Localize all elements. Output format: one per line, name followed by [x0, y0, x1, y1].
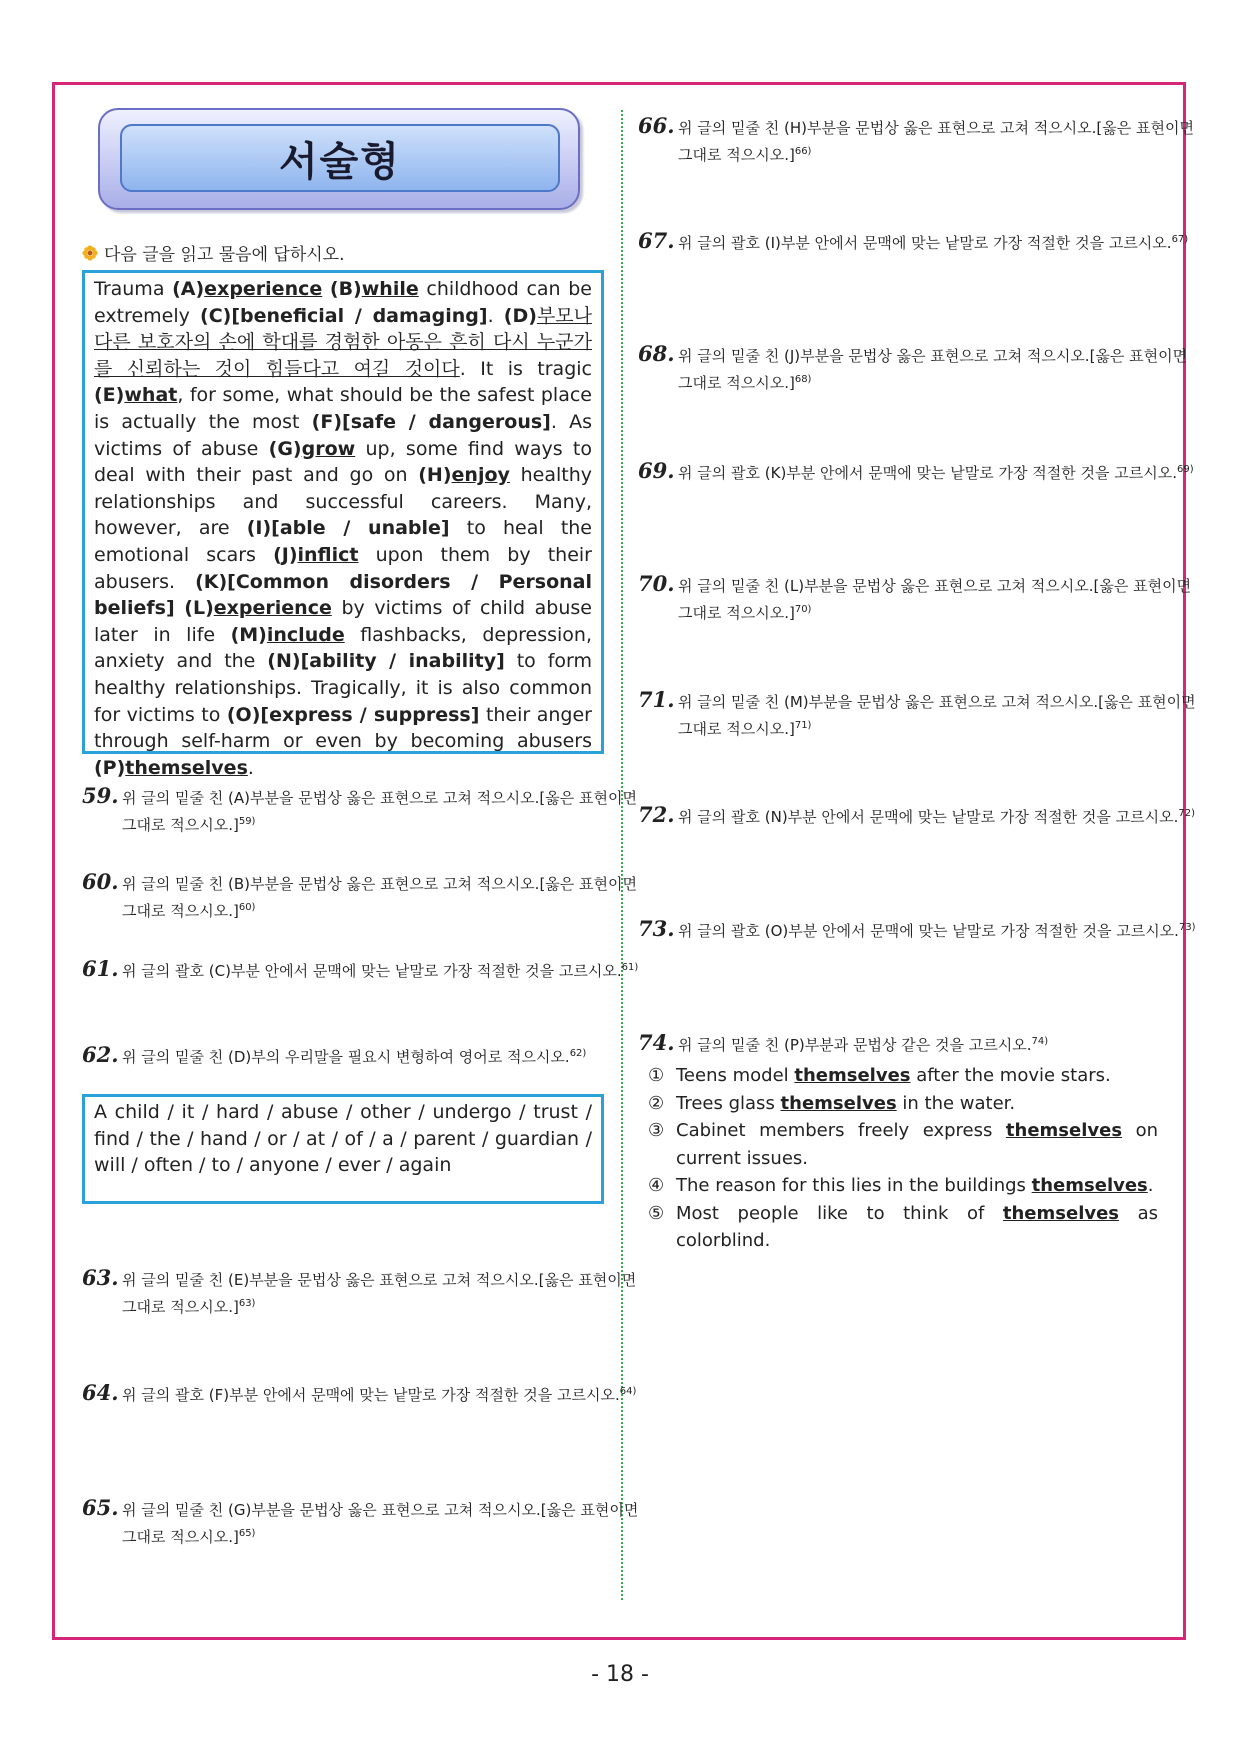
flower-icon [82, 245, 98, 261]
question-65: 65. 위 글의 밑줄 친 (G)부분을 문법상 옳은 표현으로 고쳐 적으시오.[옳은 표현이면 그대로 적으시오.]$^{65)}$ [82, 1495, 639, 1546]
question-68: 68. 위 글의 밑줄 친 (J)부분을 문법상 옳은 표현으로 고쳐 적으시오.[옳은 표현이면 그대로 적으시오.]$^{68)}$ [638, 341, 1188, 392]
question-59: 59. 위 글의 밑줄 친 (A)부분을 문법상 옳은 표현으로 고쳐 적으시오.[옳은 표현이면 그대로 적으시오.]$^{59)}$ [82, 783, 637, 834]
instruction [82, 240, 345, 265]
instruction-text: 다음 글을 읽고 물음에 답하시오. [104, 245, 345, 265]
answer-choices [648, 1062, 1158, 1255]
question-60: 60. 위 글의 밑줄 친 (B)부분을 문법상 옳은 표현으로 고쳐 적으시오.[옳은 표현이면 그대로 적으시오.]$^{60)}$ [82, 869, 637, 920]
question-72: 72. 위 글의 괄호 (N)부분 안에서 문맥에 맞는 낱말로 가장 적절한 것을 고르시오.$^{72)}$ [638, 802, 1195, 827]
column-divider [621, 110, 623, 1600]
choice-3[interactable]: ③ Cabinet members freely express themselves on current issues. [648, 1120, 1158, 1169]
choice-2[interactable]: ② Trees glass themselves in the water. [648, 1092, 1016, 1114]
question-64: 64. 위 글의 괄호 (F)부분 안에서 문맥에 맞는 낱말로 가장 적절한 것을 고르시오.$^{64)}$ [82, 1380, 637, 1405]
question-74: 74. 위 글의 밑줄 친 (P)부분과 문법상 같은 것을 고르시오.$^{74)}$ [638, 1030, 1049, 1055]
question-69: 69. 위 글의 괄호 (K)부분 안에서 문맥에 맞는 낱말로 가장 적절한 것을 고르시오.$^{69)}$ [638, 458, 1194, 483]
page-number: - 18 - [591, 1662, 649, 1687]
question-67: 67. 위 글의 괄호 (I)부분 안에서 문맥에 맞는 낱말로 가장 적절한 것을 고르시오.$^{67)}$ [638, 228, 1189, 253]
choice-5[interactable]: ⑤ Most people like to think of themselves as colorblind. [648, 1202, 1158, 1251]
section-title: 서술형 [120, 124, 560, 192]
question-63: 63. 위 글의 밑줄 친 (E)부분을 문법상 옳은 표현으로 고쳐 적으시오.[옳은 표현이면 그대로 적으시오.]$^{63)}$ [82, 1265, 637, 1316]
question-66: 66. 위 글의 밑줄 친 (H)부분을 문법상 옳은 표현으로 고쳐 적으시오.[옳은 표현이면 그대로 적으시오.]$^{66)}$ [638, 113, 1194, 164]
question-71: 71. 위 글의 밑줄 친 (M)부분을 문법상 옳은 표현으로 고쳐 적으시오.[옳은 표현이면 그대로 적으시오.]$^{71)}$ [638, 687, 1196, 738]
question-62: 62. 위 글의 밑줄 친 (D)부의 우리말을 필요시 변형하여 영어로 적으시오.$^{62)}$ [82, 1042, 587, 1067]
question-73: 73. 위 글의 괄호 (O)부분 안에서 문맥에 맞는 낱말로 가장 적절한 것을 고르시오.$^{73)}$ [638, 916, 1196, 941]
choice-4[interactable]: ④ The reason for this lies in the buildings themselves. [648, 1175, 1154, 1196]
choice-1[interactable]: ① Teens model themselves after the movie stars. [648, 1065, 1111, 1086]
question-70: 70. 위 글의 밑줄 친 (L)부분을 문법상 옳은 표현으로 고쳐 적으시오.[옳은 표현이면 그대로 적으시오.]$^{70)}$ [638, 571, 1192, 622]
question-61: 61. 위 글의 괄호 (C)부분 안에서 문맥에 맞는 낱말로 가장 적절한 것을 고르시오.$^{61)}$ [82, 956, 639, 981]
section-title-box [98, 108, 580, 210]
word-bank: A child / it / hard / abuse / other / undergo / trust / find / the / hand / or / at / of / a / parent / guardian / will / often / to / anyone / ever / again [82, 1094, 604, 1204]
reading-passage: Trauma (A)experience (B)while childhood can be extremely (C)[beneficial / damaging]. (D)부모나 다른 보호자의 손에 학대를 경험한 아동은 흔히 다시 누군가를 신뢰하는 것이 힘들다고 여길 것이다. It is tragic (E)what, for some, what should be the safest place is actually the most (F)[safe / dangerous]. As victims of abuse (G)grow up, some find ways to deal with their past and go on (H)enjoy healthy relationships and successful careers. Many, however, are (I)[able / unable] to heal the emotional scars (J)inflict upon them by their abusers. (K)[Common disorders / Personal beliefs] (L)experience by victims of child abuse later in life (M)include flashbacks, depression, anxiety and the (N)[ability / inability] to form healthy relationships. Tragically, it is also common for victims to (O)[express / suppress] their anger through self-harm or even by becoming abusers (P)themselves. [82, 270, 604, 754]
